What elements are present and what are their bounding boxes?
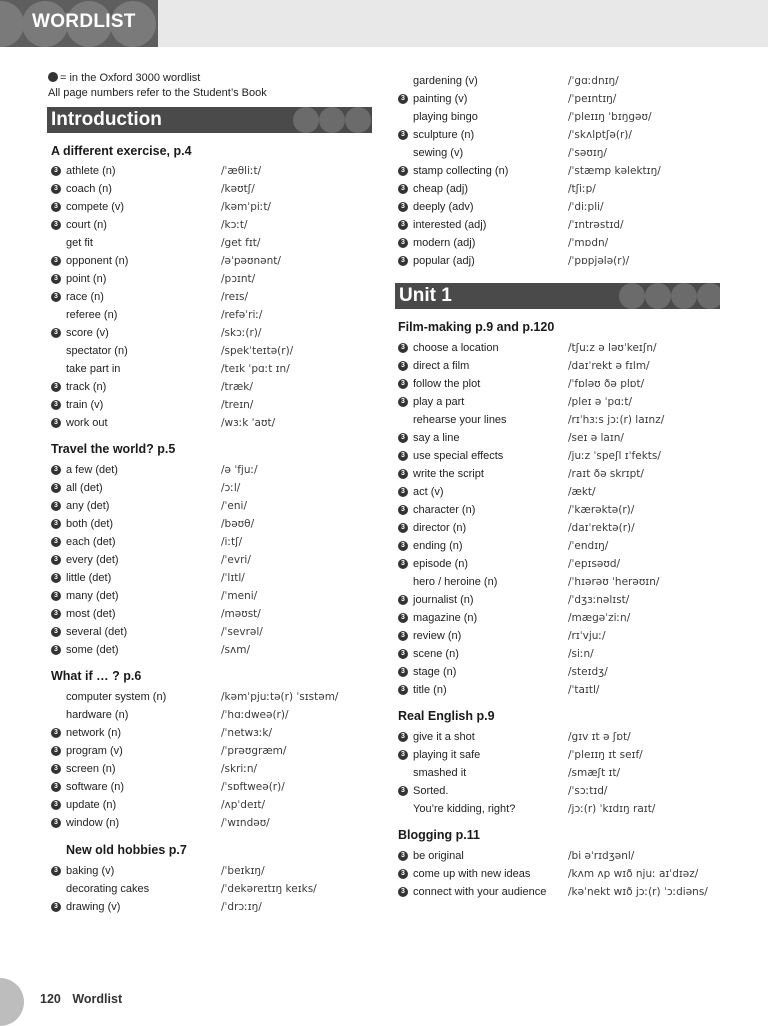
oxford-3000-icon: 3 bbox=[398, 184, 408, 194]
entry-pronunciation: /ˈpɒpjələ(r)/ bbox=[568, 255, 630, 267]
oxford-3000-icon: 3 bbox=[398, 433, 408, 443]
decor-circle bbox=[293, 107, 319, 133]
entry-word: some (det) bbox=[66, 644, 119, 656]
entry-word: ending (n) bbox=[413, 540, 463, 552]
entry-word: Sorted. bbox=[413, 785, 449, 797]
oxford-3000-icon: 3 bbox=[51, 274, 61, 284]
oxford-3000-icon: 3 bbox=[51, 866, 61, 876]
legend-key-text: = in the Oxford 3000 wordlist bbox=[60, 72, 201, 84]
entry-word: smashed it bbox=[413, 767, 467, 779]
entry-pronunciation: /skɔː(r)/ bbox=[221, 327, 262, 339]
entry-pronunciation: /ə ˈfjuː/ bbox=[221, 464, 258, 476]
entry-pronunciation: /steɪdʒ/ bbox=[568, 666, 608, 678]
oxford-3000-icon: 3 bbox=[398, 541, 408, 551]
entry-word: stamp collecting (n) bbox=[413, 165, 509, 177]
oxford-3000-icon: 3 bbox=[51, 519, 61, 529]
entry-word: computer system (n) bbox=[66, 691, 167, 703]
oxford-3000-icon: 3 bbox=[51, 782, 61, 792]
entry-pronunciation: /ˈfɒləʊ ðə plɒt/ bbox=[568, 378, 645, 390]
entry-pronunciation: /kəʊtʃ/ bbox=[221, 183, 255, 195]
entry-word: sewing (v) bbox=[413, 147, 464, 159]
entry-pronunciation: /træk/ bbox=[221, 381, 253, 393]
entry-pronunciation: /siːn/ bbox=[568, 648, 594, 660]
oxford-3000-icon: 3 bbox=[51, 609, 61, 619]
oxford-3000-icon: 3 bbox=[398, 343, 408, 353]
header-tab bbox=[0, 0, 158, 47]
entry-word: popular (adj) bbox=[413, 255, 475, 267]
oxford-3000-icon: 3 bbox=[398, 851, 408, 861]
entry-word: a few (det) bbox=[66, 464, 118, 476]
entry-pronunciation: /ˈɪntrəstɪd/ bbox=[568, 219, 624, 231]
decor-circle bbox=[671, 283, 697, 309]
legend bbox=[48, 71, 267, 101]
entry-word: magazine (n) bbox=[413, 612, 478, 624]
oxford-3000-icon: 3 bbox=[51, 483, 61, 493]
oxford-3000-icon: 3 bbox=[51, 382, 61, 392]
oxford-3000-icon: 3 bbox=[51, 800, 61, 810]
entry-word: spectator (n) bbox=[66, 345, 128, 357]
entry-word: all (det) bbox=[66, 482, 103, 494]
page-title: WORDLIST bbox=[32, 11, 136, 32]
entry-word: several (det) bbox=[66, 626, 128, 638]
oxford-3000-icon: 3 bbox=[51, 555, 61, 565]
entry-pronunciation: /wɜːk ˈaʊt/ bbox=[221, 417, 276, 429]
entry-pronunciation: /ˈæθliːt/ bbox=[221, 165, 262, 177]
entry-pronunciation: /ɔːl/ bbox=[221, 482, 241, 494]
entry-word: direct a film bbox=[413, 360, 470, 372]
entry-word: use special effects bbox=[413, 450, 504, 462]
entry-pronunciation: /ˈskʌlptʃə(r)/ bbox=[568, 129, 632, 141]
decor-circle bbox=[319, 107, 345, 133]
entry-word: referee (n) bbox=[66, 309, 118, 321]
decor-circle bbox=[345, 107, 371, 133]
entry-pronunciation: /ʌpˈdeɪt/ bbox=[221, 799, 265, 811]
entry-pronunciation: /raɪt ðə skrɪpt/ bbox=[568, 468, 644, 480]
section-heading: Real English p.9 bbox=[398, 709, 495, 723]
entry-word: follow the plot bbox=[413, 378, 481, 390]
entry-word: say a line bbox=[413, 432, 460, 444]
decor-circle bbox=[619, 283, 645, 309]
entry-word: come up with new ideas bbox=[413, 868, 531, 880]
entry-word: character (n) bbox=[413, 504, 476, 516]
entry-pronunciation: /skriːn/ bbox=[221, 763, 258, 775]
entry-word: work out bbox=[66, 417, 108, 429]
entry-word: drawing (v) bbox=[66, 901, 121, 913]
entry-word: get fit bbox=[66, 237, 93, 249]
oxford-3000-key-icon bbox=[48, 72, 58, 82]
entry-word: play a part bbox=[413, 396, 465, 408]
entry-word: compete (v) bbox=[66, 201, 125, 213]
entry-pronunciation: /teɪk ˈpɑːt ɪn/ bbox=[221, 363, 290, 375]
entry-pronunciation: /tʃuːz ə ləʊˈkeɪʃn/ bbox=[568, 342, 657, 354]
entry-pronunciation: /ˈlɪtl/ bbox=[221, 572, 245, 584]
entry-pronunciation: /treɪn/ bbox=[221, 399, 254, 411]
oxford-3000-icon: 3 bbox=[398, 869, 408, 879]
entry-word: hero / heroine (n) bbox=[413, 576, 498, 588]
entry-word: choose a location bbox=[413, 342, 499, 354]
entry-word: program (v) bbox=[66, 745, 123, 757]
entry-pronunciation: /ˈeni/ bbox=[221, 500, 247, 512]
decor-circle bbox=[697, 283, 720, 309]
oxford-3000-icon: 3 bbox=[51, 400, 61, 410]
entry-word: update (n) bbox=[66, 799, 117, 811]
entry-pronunciation: /sʌm/ bbox=[221, 644, 250, 656]
entry-word: act (v) bbox=[413, 486, 444, 498]
oxford-3000-icon: 3 bbox=[398, 595, 408, 605]
oxford-3000-icon: 3 bbox=[51, 328, 61, 338]
oxford-3000-icon: 3 bbox=[398, 685, 408, 695]
entry-word: interested (adj) bbox=[413, 219, 487, 231]
oxford-3000-icon: 3 bbox=[398, 613, 408, 623]
oxford-3000-icon: 3 bbox=[398, 750, 408, 760]
entry-word: both (det) bbox=[66, 518, 114, 530]
entry-pronunciation: /ˈstæmp kəlektɪŋ/ bbox=[568, 165, 661, 177]
entry-word: journalist (n) bbox=[413, 594, 474, 606]
oxford-3000-icon: 3 bbox=[398, 451, 408, 461]
entry-word: court (n) bbox=[66, 219, 107, 231]
entry-pronunciation: /əˈpəʊnənt/ bbox=[221, 255, 281, 267]
decor-circle bbox=[645, 283, 671, 309]
oxford-3000-icon: 3 bbox=[51, 220, 61, 230]
oxford-3000-icon: 3 bbox=[51, 184, 61, 194]
entry-pronunciation: /ˈdrɔːɪŋ/ bbox=[221, 901, 262, 913]
entry-pronunciation: /get fɪt/ bbox=[221, 237, 261, 249]
oxford-3000-icon: 3 bbox=[51, 764, 61, 774]
oxford-3000-icon: 3 bbox=[51, 818, 61, 828]
entry-word: every (det) bbox=[66, 554, 119, 566]
entry-word: each (det) bbox=[66, 536, 116, 548]
page-number: 120 bbox=[40, 992, 61, 1006]
entry-word: write the script bbox=[413, 468, 484, 480]
entry-pronunciation: /daɪˈrektə(r)/ bbox=[568, 522, 635, 534]
entry-pronunciation: /kəˈnekt wɪð jɔː(r) ˈɔːdiəns/ bbox=[568, 886, 708, 898]
entry-pronunciation: /kʌm ʌp wɪð njuː aɪˈdɪəz/ bbox=[568, 868, 699, 880]
entry-pronunciation: /ˈdʒɜːnəlɪst/ bbox=[568, 594, 630, 606]
entry-word: deeply (adv) bbox=[413, 201, 474, 213]
entry-word: give it a shot bbox=[413, 731, 475, 743]
entry-word: hardware (n) bbox=[66, 709, 129, 721]
entry-word: director (n) bbox=[413, 522, 467, 534]
entry-word: title (n) bbox=[413, 684, 447, 696]
oxford-3000-icon: 3 bbox=[51, 728, 61, 738]
section-heading: Travel the world? p.5 bbox=[51, 442, 176, 456]
oxford-3000-icon: 3 bbox=[398, 166, 408, 176]
entry-pronunciation: /spekˈteɪtə(r)/ bbox=[221, 345, 294, 357]
entry-word: playing bingo bbox=[413, 111, 478, 123]
oxford-3000-icon: 3 bbox=[51, 292, 61, 302]
oxford-3000-icon: 3 bbox=[398, 397, 408, 407]
section-title-introduction: Introduction bbox=[51, 109, 162, 130]
oxford-3000-icon: 3 bbox=[51, 591, 61, 601]
oxford-3000-icon: 3 bbox=[51, 627, 61, 637]
oxford-3000-icon: 3 bbox=[51, 166, 61, 176]
entry-pronunciation: /ˈbeɪkɪŋ/ bbox=[221, 865, 265, 877]
entry-word: any (det) bbox=[66, 500, 110, 512]
entry-pronunciation: /kɔːt/ bbox=[221, 219, 248, 231]
oxford-3000-icon: 3 bbox=[398, 238, 408, 248]
entry-pronunciation: /ˈgɑːdnɪŋ/ bbox=[568, 75, 619, 87]
entry-word: episode (n) bbox=[413, 558, 469, 570]
entry-pronunciation: /ˈpleɪɪŋ ˈbɪŋgəʊ/ bbox=[568, 111, 652, 123]
oxford-3000-icon: 3 bbox=[398, 523, 408, 533]
oxford-3000-icon: 3 bbox=[51, 537, 61, 547]
oxford-3000-icon: 3 bbox=[398, 649, 408, 659]
entry-pronunciation: /reɪs/ bbox=[221, 291, 248, 303]
page-corner-circle bbox=[0, 978, 24, 1026]
entry-pronunciation: /ˈsevrəl/ bbox=[221, 626, 263, 638]
entry-pronunciation: /ˈdiːpli/ bbox=[568, 201, 604, 213]
section-heading: A different exercise, p.4 bbox=[51, 144, 192, 158]
entry-pronunciation: /kəmˈpjuːtə(r) ˈsɪstəm/ bbox=[221, 691, 339, 703]
oxford-3000-icon: 3 bbox=[398, 631, 408, 641]
oxford-3000-icon: 3 bbox=[398, 94, 408, 104]
entry-pronunciation: /ˈsɔːtɪd/ bbox=[568, 785, 608, 797]
entry-pronunciation: /iːtʃ/ bbox=[221, 536, 243, 548]
entry-pronunciation: /rɪˈhɜːs jɔː(r) laɪnz/ bbox=[568, 414, 665, 426]
oxford-3000-icon: 3 bbox=[51, 746, 61, 756]
entry-word: athlete (n) bbox=[66, 165, 116, 177]
entry-word: track (n) bbox=[66, 381, 107, 393]
oxford-3000-icon: 3 bbox=[51, 645, 61, 655]
entry-pronunciation: /ˈprəʊgræm/ bbox=[221, 745, 287, 757]
entry-word: race (n) bbox=[66, 291, 104, 303]
entry-pronunciation: /juːz ˈspeʃl ɪˈfekts/ bbox=[568, 450, 661, 462]
entry-pronunciation: /ækt/ bbox=[568, 486, 596, 498]
entry-pronunciation: /daɪˈrekt ə fɪlm/ bbox=[568, 360, 650, 372]
oxford-3000-icon: 3 bbox=[398, 361, 408, 371]
section-title-unit1: Unit 1 bbox=[399, 285, 452, 306]
oxford-3000-icon: 3 bbox=[398, 130, 408, 140]
oxford-3000-icon: 3 bbox=[398, 487, 408, 497]
oxford-3000-icon: 3 bbox=[398, 505, 408, 515]
entry-pronunciation: /ˈepɪsəʊd/ bbox=[568, 558, 621, 570]
entry-word: point (n) bbox=[66, 273, 107, 285]
entry-pronunciation: /ˈwɪndəʊ/ bbox=[221, 817, 270, 829]
entry-pronunciation: /seɪ ə laɪn/ bbox=[568, 432, 624, 444]
entry-word: opponent (n) bbox=[66, 255, 129, 267]
entry-pronunciation: /bəʊθ/ bbox=[221, 518, 255, 530]
entry-pronunciation: /pleɪ ə ˈpɑːt/ bbox=[568, 396, 633, 408]
section-heading: Blogging p.11 bbox=[398, 828, 480, 842]
oxford-3000-icon: 3 bbox=[398, 379, 408, 389]
section-heading: New old hobbies p.7 bbox=[66, 843, 187, 857]
legend-note: All page numbers refer to the Student’s Book bbox=[48, 87, 267, 99]
entry-pronunciation: /ˈsəʊɪŋ/ bbox=[568, 147, 607, 159]
footer-label: Wordlist bbox=[72, 992, 123, 1006]
decor-circle bbox=[0, 1, 24, 47]
oxford-3000-icon: 3 bbox=[398, 220, 408, 230]
entry-word: modern (adj) bbox=[413, 237, 476, 249]
entry-word: sculpture (n) bbox=[413, 129, 475, 141]
oxford-3000-icon: 3 bbox=[51, 256, 61, 266]
entry-pronunciation: /ˈpleɪɪŋ ɪt seɪf/ bbox=[568, 749, 643, 761]
entry-word: most (det) bbox=[66, 608, 116, 620]
entry-word: cheap (adj) bbox=[413, 183, 469, 195]
entry-pronunciation: /kəmˈpiːt/ bbox=[221, 201, 271, 213]
entry-word: playing it safe bbox=[413, 749, 481, 761]
oxford-3000-icon: 3 bbox=[398, 469, 408, 479]
entry-pronunciation: /rɪˈvjuː/ bbox=[568, 630, 606, 642]
oxford-3000-icon: 3 bbox=[51, 573, 61, 583]
oxford-3000-icon: 3 bbox=[398, 667, 408, 677]
entry-pronunciation: /ˈmɒdn/ bbox=[568, 237, 609, 249]
entry-word: screen (n) bbox=[66, 763, 116, 775]
entry-pronunciation: /tʃiːp/ bbox=[568, 183, 596, 195]
oxford-3000-icon: 3 bbox=[398, 256, 408, 266]
oxford-3000-icon: 3 bbox=[51, 465, 61, 475]
entry-pronunciation: /refəˈriː/ bbox=[221, 309, 263, 321]
section-bar-introduction bbox=[47, 107, 372, 133]
entry-pronunciation: /mægəˈziːn/ bbox=[568, 612, 631, 624]
entry-pronunciation: /ˈdekəreɪtɪŋ keɪks/ bbox=[221, 883, 317, 895]
entry-word: You’re kidding, right? bbox=[413, 803, 516, 815]
entry-word: scene (n) bbox=[413, 648, 459, 660]
entry-pronunciation: /ˈtaɪtl/ bbox=[568, 684, 600, 696]
section-heading: Film-making p.9 and p.120 bbox=[398, 320, 555, 334]
entry-word: little (det) bbox=[66, 572, 112, 584]
footer bbox=[40, 992, 122, 1006]
entry-pronunciation: /smæʃt ɪt/ bbox=[568, 767, 621, 779]
oxford-3000-icon: 3 bbox=[398, 887, 408, 897]
entry-pronunciation: /bi əˈrɪdʒənl/ bbox=[568, 850, 635, 862]
entry-word: decorating cakes bbox=[66, 883, 150, 895]
entry-word: review (n) bbox=[413, 630, 462, 642]
oxford-3000-icon: 3 bbox=[398, 786, 408, 796]
entry-pronunciation: /jɔː(r) ˈkɪdɪŋ raɪt/ bbox=[568, 803, 656, 815]
entry-word: be original bbox=[413, 850, 464, 862]
oxford-3000-icon: 3 bbox=[51, 202, 61, 212]
oxford-3000-icon: 3 bbox=[51, 501, 61, 511]
oxford-3000-icon: 3 bbox=[398, 559, 408, 569]
entry-pronunciation: /ˈpeɪntɪŋ/ bbox=[568, 93, 617, 105]
oxford-3000-icon: 3 bbox=[398, 732, 408, 742]
entry-pronunciation: /ˈevri/ bbox=[221, 554, 251, 566]
entry-word: window (n) bbox=[66, 817, 120, 829]
entry-word: coach (n) bbox=[66, 183, 112, 195]
entry-word: take part in bbox=[66, 363, 121, 375]
entry-pronunciation: /ˈkærəktə(r)/ bbox=[568, 504, 635, 516]
entry-pronunciation: /ˈhɑːdweə(r)/ bbox=[221, 709, 289, 721]
section-heading: What if … ? p.6 bbox=[51, 669, 142, 683]
oxford-3000-icon: 3 bbox=[398, 202, 408, 212]
entry-word: score (v) bbox=[66, 327, 109, 339]
entry-pronunciation: /gɪv ɪt ə ʃɒt/ bbox=[568, 731, 631, 743]
entry-pronunciation: /məʊst/ bbox=[221, 608, 261, 620]
section-bar-unit1 bbox=[395, 283, 720, 309]
entry-word: stage (n) bbox=[413, 666, 457, 678]
entry-pronunciation: /ˈsɒftweə(r)/ bbox=[221, 781, 285, 793]
entry-pronunciation: /ˈendɪŋ/ bbox=[568, 540, 609, 552]
entry-word: gardening (v) bbox=[413, 75, 478, 87]
entry-word: baking (v) bbox=[66, 865, 115, 877]
entry-word: train (v) bbox=[66, 399, 104, 411]
entry-pronunciation: /ˈhɪərəʊ ˈherəʊɪn/ bbox=[568, 576, 660, 588]
entry-word: rehearse your lines bbox=[413, 414, 507, 426]
entry-word: many (det) bbox=[66, 590, 119, 602]
entry-pronunciation: /pɔɪnt/ bbox=[221, 273, 256, 285]
entry-pronunciation: /ˈnetwɜːk/ bbox=[221, 727, 272, 739]
entry-word: connect with your audience bbox=[413, 886, 547, 898]
entry-word: software (n) bbox=[66, 781, 125, 793]
entry-word: network (n) bbox=[66, 727, 122, 739]
entry-word: painting (v) bbox=[413, 93, 468, 105]
entry-pronunciation: /ˈmeni/ bbox=[221, 590, 258, 602]
oxford-3000-icon: 3 bbox=[51, 902, 61, 912]
oxford-3000-icon: 3 bbox=[51, 418, 61, 428]
